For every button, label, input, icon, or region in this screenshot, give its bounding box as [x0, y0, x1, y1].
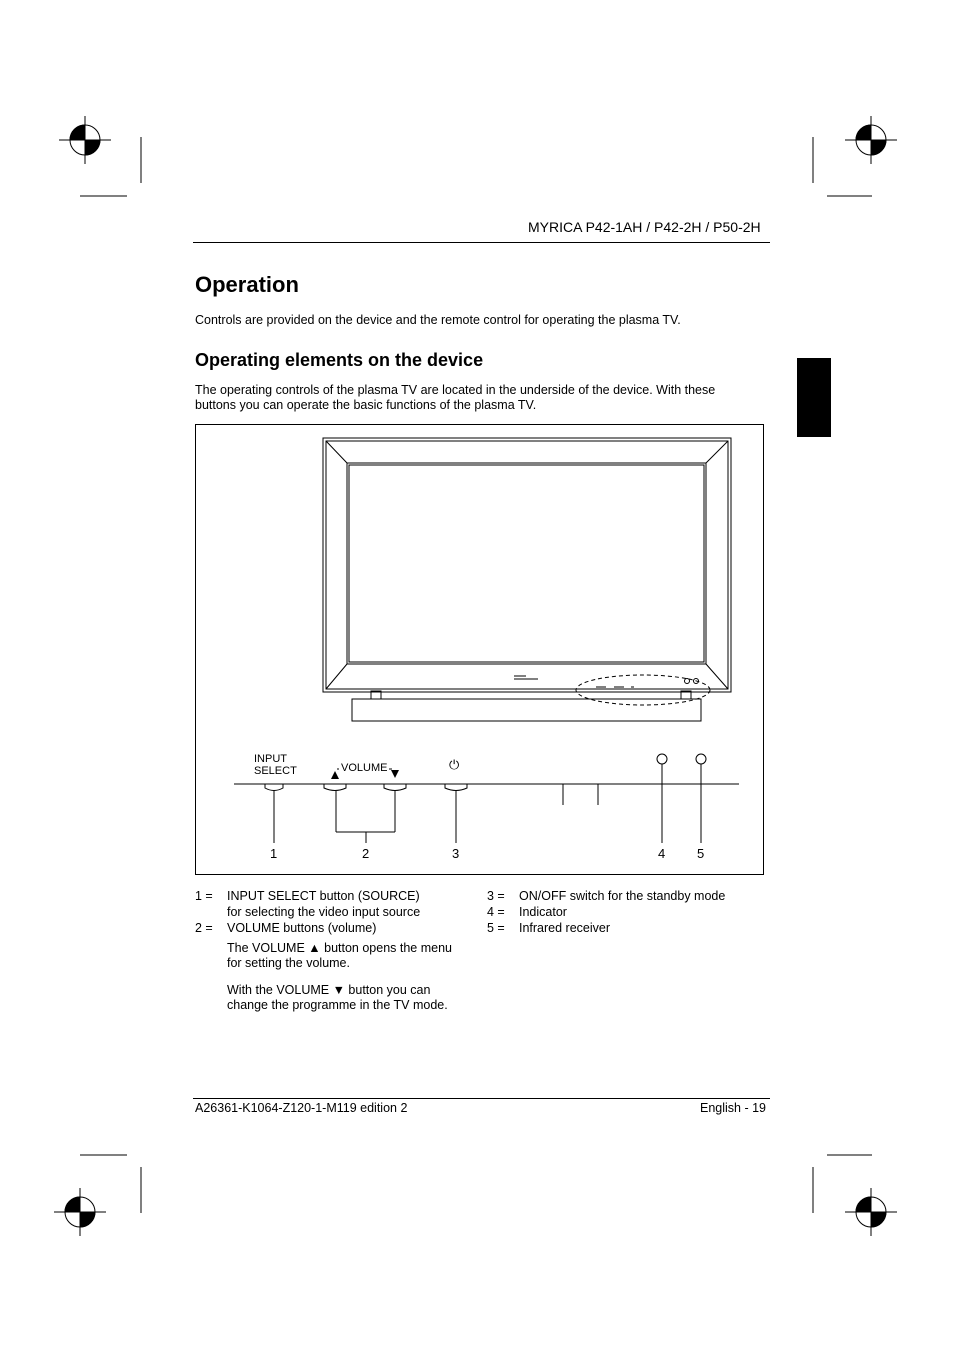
- section-text: [195, 383, 755, 413]
- tv-logo: [514, 676, 538, 679]
- callout-4: 4: [658, 846, 666, 861]
- header-model: MYRICA P42-1AH / P42-2H / P50-2H: [528, 219, 761, 235]
- callout-3: 3: [452, 846, 460, 861]
- section-text-line1: The operating controls of the plasma TV are located in the underside of the device. With these: [195, 383, 716, 397]
- thumb-index-tab: [797, 358, 831, 437]
- registration-mark-bottom-left: [54, 1188, 106, 1236]
- device-figure: [195, 424, 764, 875]
- legend-item-2-p1a: The VOLUME ▲ button opens the menu: [227, 941, 452, 955]
- tv-control-cluster: [576, 675, 710, 705]
- callout-5: 5: [697, 846, 705, 861]
- tv-stand: [352, 691, 701, 721]
- label-input-select: [254, 753, 297, 777]
- legend-item-4-text: Indicator: [519, 905, 567, 919]
- legend-item-5-text: Infrared receiver: [519, 921, 611, 935]
- registration-mark-top-left: [59, 116, 111, 164]
- label-volume: VOLUME: [341, 762, 388, 774]
- label-input: INPUT: [254, 753, 287, 765]
- section-heading: Operating elements on the device: [195, 350, 484, 370]
- legend-item-4-key: 4 =: [487, 905, 505, 919]
- legend-item-2-p2a: With the VOLUME ▼ button you can: [227, 983, 431, 997]
- legend-item-3-key: 3 =: [487, 889, 505, 903]
- legend-item-5-key: 5 =: [487, 921, 505, 935]
- legend-item-1-sub: for selecting the video input source: [227, 905, 421, 919]
- page-title: Operation: [195, 272, 299, 297]
- registration-mark-top-right: [845, 116, 897, 164]
- tv-frame: [323, 438, 731, 692]
- legend-item-1-text: INPUT SELECT button (SOURCE): [227, 889, 420, 903]
- legend-item-2-p1b: for setting the volume.: [227, 956, 350, 970]
- legend-item-1-key: 1 =: [195, 889, 213, 903]
- footer-doc-id: A26361-K1064-Z120-1-M119 edition 2: [195, 1101, 408, 1115]
- callout-1: 1: [270, 846, 278, 861]
- legend-item-2-text: VOLUME buttons (volume): [227, 921, 377, 935]
- section-text-line2: buttons you can operate the basic functions of the plasma TV.: [195, 398, 537, 412]
- legend-item-3-text: ON/OFF switch for the standby mode: [519, 889, 726, 903]
- power-icon: ⏻: [449, 758, 460, 773]
- underside-view: [234, 754, 739, 843]
- header-rule: [193, 242, 770, 243]
- volume-down-icon: [391, 770, 399, 778]
- footer-rule: [193, 1098, 770, 1099]
- callout-2: 2: [362, 846, 370, 861]
- intro-text: Controls are provided on the device and the remote control for operating the plasma TV.: [195, 313, 681, 327]
- legend-item-2-p2b: change the programme in the TV mode.: [227, 998, 448, 1012]
- registration-mark-bottom-right: [845, 1188, 897, 1236]
- tv-diagram: [196, 425, 763, 874]
- footer-page-number: English - 19: [700, 1101, 767, 1115]
- label-select: SELECT: [254, 765, 297, 777]
- legend-item-2-key: 2 =: [195, 921, 213, 935]
- volume-up-icon: [331, 771, 339, 779]
